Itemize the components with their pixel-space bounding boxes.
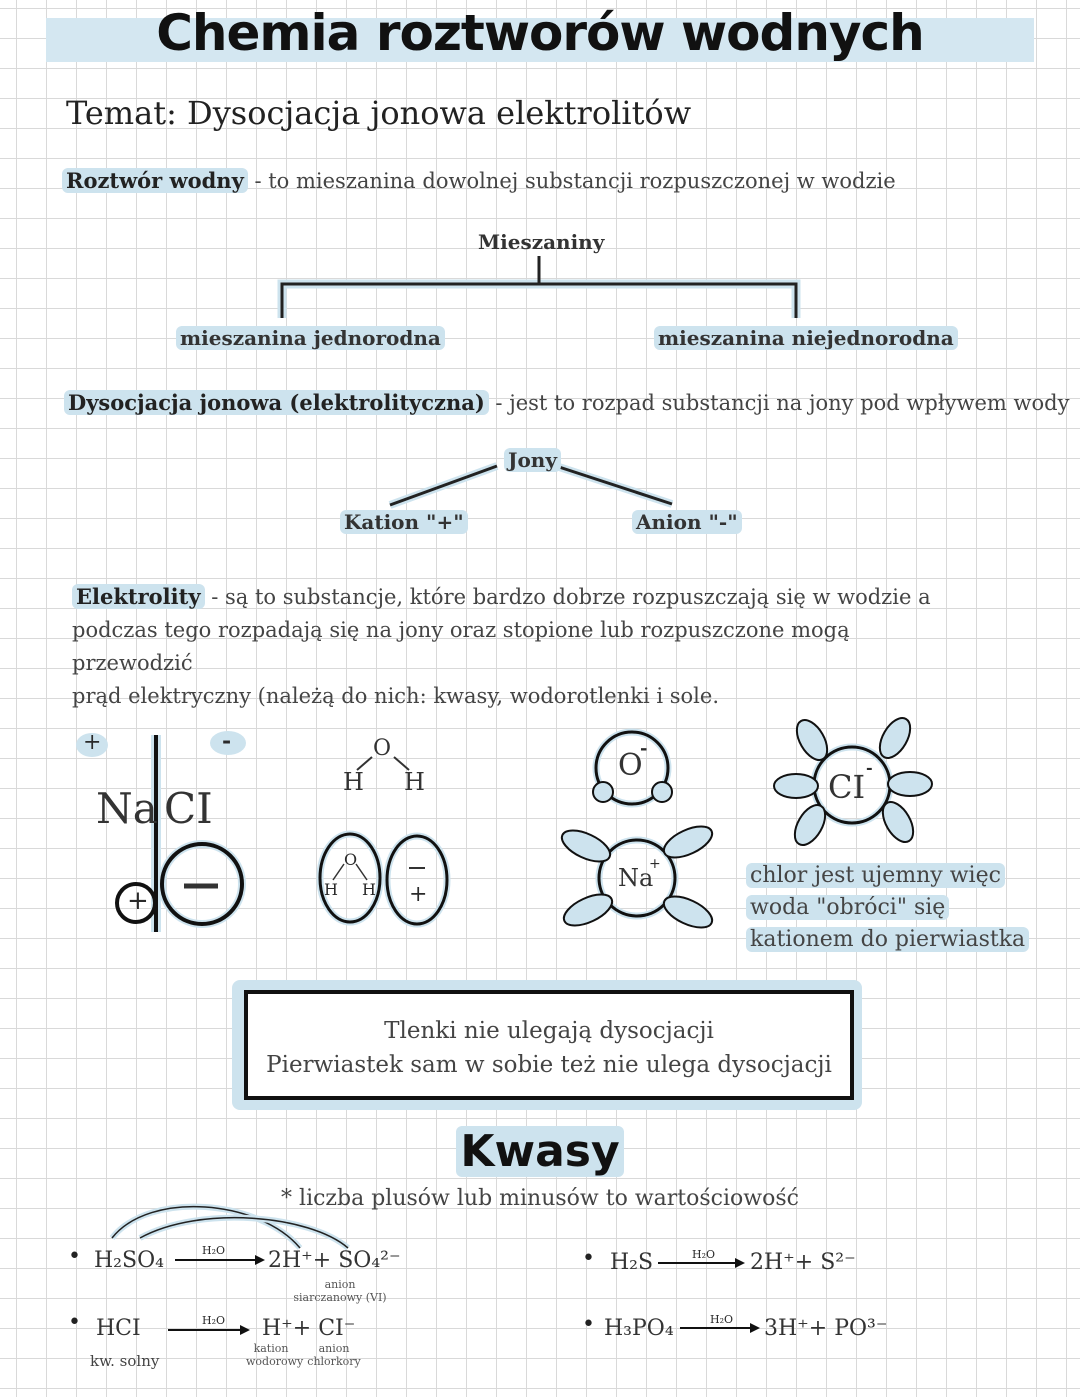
acid-eq3-water: H₂O <box>202 1314 226 1327</box>
acid-eq2-water: H₂O <box>692 1248 716 1261</box>
definition-electrolytes-line1: - są to substancje, które bardzo dobrze rozpuszczają się w wodzie a <box>204 585 931 609</box>
water-dipoles-sketch <box>320 834 447 924</box>
definition-dissociation <box>64 390 1069 415</box>
sodium-ion-charge: + <box>649 856 661 872</box>
mixtures-tree-lines <box>282 256 796 318</box>
oxygen-ion-label: O <box>618 748 643 783</box>
ions-root: Jony <box>504 448 561 472</box>
nacl-plus-sign: + <box>83 730 102 755</box>
nacl-cation-symbol: + <box>127 886 149 916</box>
acid-eq4-bullet: • <box>582 1312 595 1337</box>
acid-eq1-products: 2H⁺+ SO₄²⁻ <box>268 1248 401 1273</box>
dipole-hydrogen-right: H <box>362 880 376 899</box>
mixtures-heterogeneous: mieszanina niejednorodna <box>654 326 958 350</box>
page-title: Chemia roztworów wodnych <box>156 4 924 62</box>
chlorine-note-line3: kationem do pierwiastka <box>746 927 1029 952</box>
acid-eq3-name: kw. solny <box>90 1352 160 1370</box>
acid-eq2-products: 2H⁺+ S²⁻ <box>750 1250 856 1275</box>
acid-eq3-products: H⁺+ CI⁻ <box>262 1316 356 1341</box>
acid-eq3-reactant: HCI <box>96 1316 141 1341</box>
chloride-ion-charge: - <box>866 758 873 777</box>
definition-dissociation-text: - jest to rozpad substancji na jony pod wpływem wody <box>488 391 1070 415</box>
acid-eq2-bullet: • <box>582 1246 595 1271</box>
dipole-plus-sign: + <box>409 882 428 907</box>
acid-eq3-bullet: • <box>68 1310 81 1335</box>
definition-electrolytes-term: Elektrolity <box>72 584 205 609</box>
mixtures-root: Mieszaniny <box>478 230 605 254</box>
definition-solution-text: - to mieszanina dowolnej substancji rozpuszczonej w wodzie <box>247 169 896 193</box>
definition-electrolytes <box>72 580 972 713</box>
water-hydrogen-right: H <box>404 768 425 796</box>
nacl-cl-label: CI <box>164 784 213 833</box>
nacl-minus-sign: - <box>222 728 232 754</box>
acids-heading: Kwasy <box>0 1126 1080 1177</box>
acid-eq4-water: H₂O <box>710 1313 734 1326</box>
oxygen-ion-charge: - <box>640 738 648 759</box>
water-oxygen-label: O <box>373 736 392 761</box>
chlorine-note-line1: chlor jest ujemny więc <box>746 863 1005 888</box>
acid-eq2-reactant: H₂S <box>610 1250 654 1275</box>
acid-eq1-note: anion siarczanowy (VI) <box>293 1278 387 1304</box>
dipole-oxygen-label: O <box>344 850 358 869</box>
note-box-line2: Pierwiastek sam w sobie też nie ulega dysocjacji <box>266 1052 832 1078</box>
acid-eq4-products: 3H⁺+ PO³⁻ <box>764 1316 888 1341</box>
definition-dissociation-term: Dysocjacja jonowa (elektrolityczna) <box>64 390 489 415</box>
acid-eq3-anion-note: anion chlorkory <box>307 1342 361 1368</box>
nacl-na-label: Na <box>96 784 158 833</box>
definition-solution-term: Roztwór wodny <box>62 168 248 193</box>
acid-eq1-reactant: H₂SO₄ <box>94 1248 164 1273</box>
topic-heading: Temat: Dysocjacja jonowa elektrolitów <box>66 94 692 132</box>
chlorine-note <box>746 860 1029 956</box>
acid-eq4-reactant: H₃PO₄ <box>604 1316 674 1341</box>
acid-eq1-bullet: • <box>68 1244 81 1269</box>
ions-anion: Anion "-" <box>632 510 742 534</box>
water-hydrogen-left: H <box>343 768 364 796</box>
definition-electrolytes-line3: prąd elektryczny (należą do nich: kwasy, wodorotlenki i sole. <box>72 684 719 708</box>
sodium-ion-label: Na <box>618 864 654 892</box>
note-box-line1: Tlenki nie ulegają dysocjacji <box>384 1018 714 1044</box>
ions-cation: Kation "+" <box>340 510 468 534</box>
dipole-hydrogen-left: H <box>324 880 338 899</box>
acids-footnote: * liczba plusów lub minusów to wartościowość <box>281 1186 799 1211</box>
mixtures-homogeneous: mieszanina jednorodna <box>176 326 445 350</box>
acid-eq1-water: H₂O <box>202 1244 226 1257</box>
acid-eq3-cation-note: kation wodorowy <box>246 1342 304 1368</box>
note-box <box>244 990 854 1100</box>
chloride-ion-label: CI <box>828 768 866 806</box>
definition-electrolytes-line2: podczas tego rozpadają się na jony oraz stopione lub rozpuszczone mogą przewodzić <box>72 618 850 675</box>
chlorine-note-line2: woda "obróci" się <box>746 895 949 920</box>
